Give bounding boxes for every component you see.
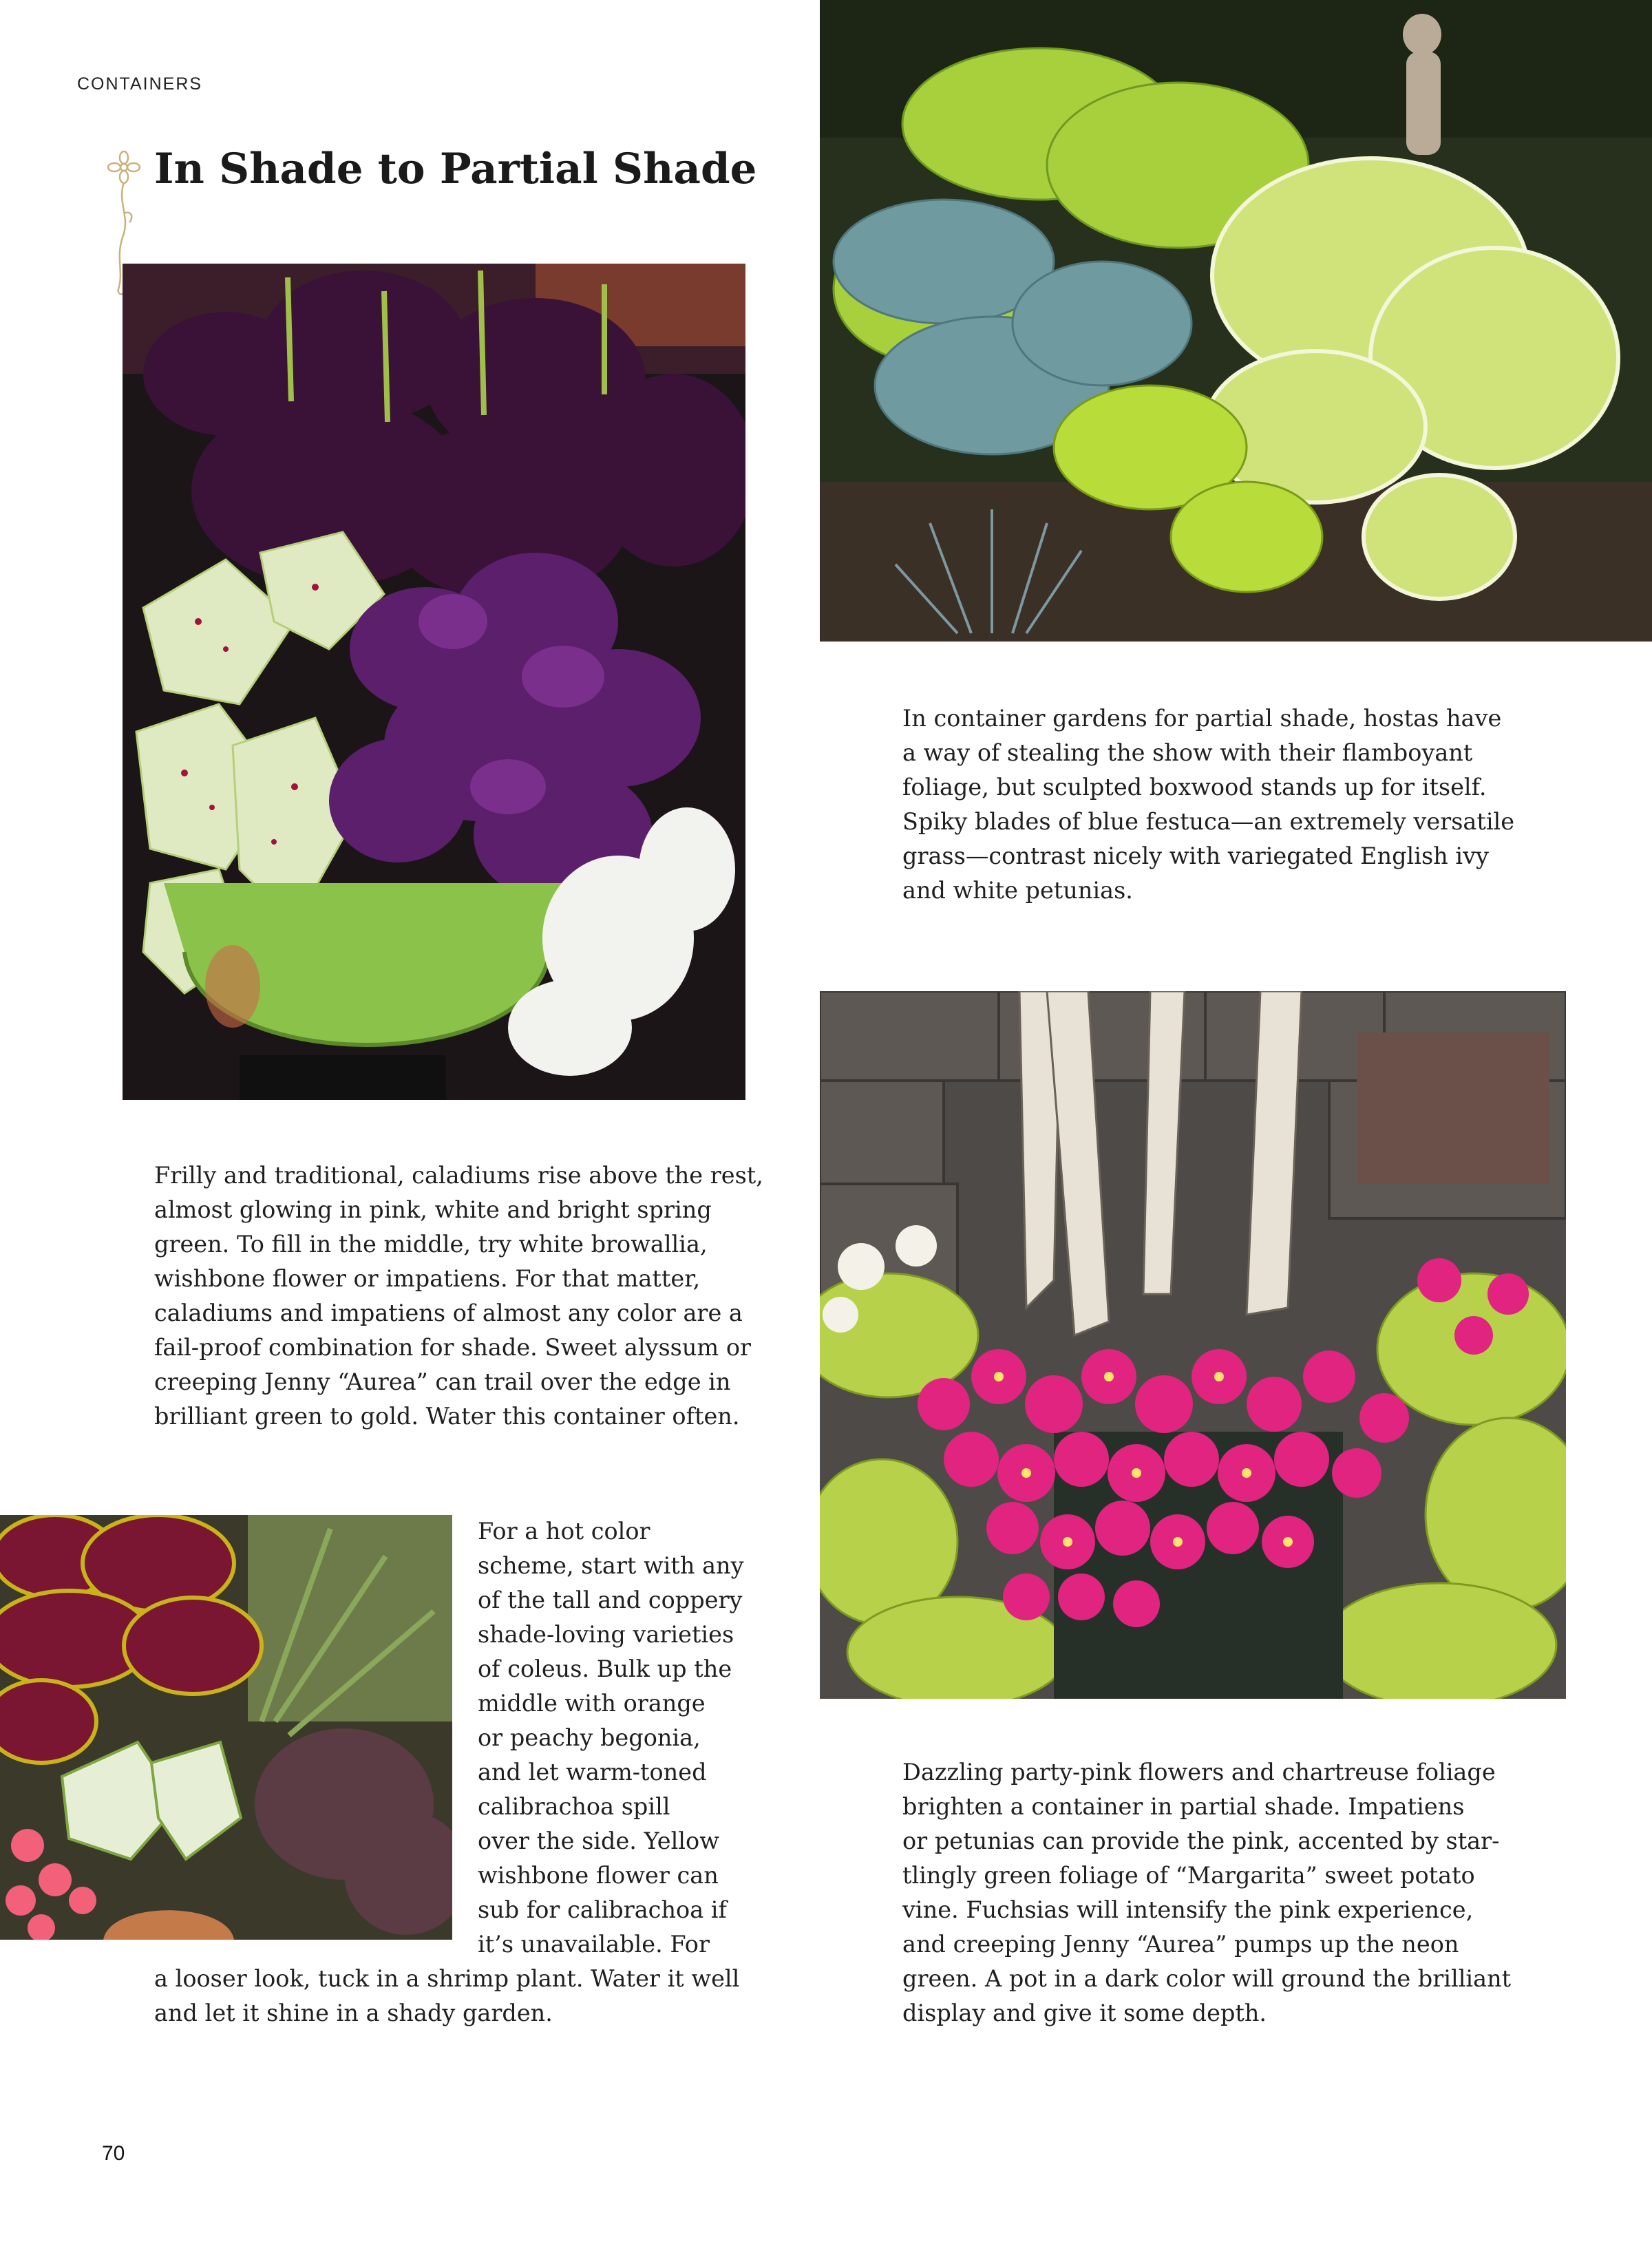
caption-line: green. To fill in the middle, try white browallia,: [154, 1231, 708, 1258]
coleus-caption: [478, 1514, 767, 1962]
section-label: CONTAINERS: [77, 74, 203, 94]
coleus-container-photo: [0, 1515, 452, 1940]
caption-line: Dazzling party-pink flowers and chartreuse foliage: [902, 1759, 1496, 1786]
page-title: In Shade to Partial Shade: [154, 145, 757, 193]
caption-line: and let it shine in a shady garden.: [154, 2000, 553, 2026]
caption-line: brilliant green to gold. Water this container often.: [154, 1403, 740, 1430]
caladium-caption: [154, 1158, 774, 1434]
caption-line: or petunias can provide the pink, accented by star-: [902, 1827, 1500, 1854]
caption-line: caladiums and impatiens of almost any color are a: [154, 1300, 743, 1326]
caption-line: a looser look, tuck in a shrimp plant. Water it well: [154, 1965, 740, 1992]
caption-line: fail-proof combination for shade. Sweet alyssum or: [154, 1334, 752, 1361]
page-number: 70: [102, 2142, 125, 2165]
caption-line: wishbone flower or impatiens. For that matter,: [154, 1265, 701, 1292]
hosta-garden-photo: [820, 0, 1652, 642]
caption-line: and let warm-toned: [478, 1759, 707, 1786]
caption-line: of the tall and coppery: [478, 1587, 743, 1613]
caption-line: creeping Jenny “Aurea” can trail over the edge in: [154, 1368, 731, 1395]
caption-line: and creeping Jenny “Aurea” pumps up the neon: [902, 1931, 1459, 1958]
caption-line: foliage, but sculpted boxwood stands up for itself.: [902, 774, 1487, 801]
caption-line: green. A pot in a dark color will ground the brilliant: [902, 1965, 1512, 1992]
caption-line: Frilly and traditional, caladiums rise above the rest,: [154, 1162, 763, 1189]
caladium-container-photo: [123, 264, 745, 1100]
caption-line: or peachy begonia,: [478, 1724, 701, 1751]
caption-line: grass—contrast nicely with variegated English ivy: [902, 843, 1489, 869]
caption-line: In container gardens for partial shade, hostas have: [902, 705, 1502, 732]
caption-line: Spiky blades of blue festuca—an extremely versatile: [902, 808, 1515, 835]
petunia-caption: [902, 1755, 1591, 2031]
caption-line: For a hot color: [478, 1518, 650, 1545]
caption-line: shade-loving varieties: [478, 1621, 734, 1648]
hosta-caption: [902, 701, 1591, 908]
caption-line: it’s unavailable. For: [478, 1931, 710, 1958]
caption-line: vine. Fuchsias will intensify the pink experience,: [902, 1896, 1474, 1923]
caption-line: middle with orange: [478, 1690, 706, 1717]
caption-line: scheme, start with any: [478, 1552, 744, 1579]
coleus-caption-continued: [154, 1962, 774, 2031]
caption-line: and white petunias.: [902, 877, 1133, 904]
caption-line: wishbone flower can: [478, 1862, 719, 1889]
caption-line: calibrachoa spill: [478, 1793, 670, 1820]
caption-line: brighten a container in partial shade. Impatiens: [902, 1793, 1465, 1820]
caption-line: display and give it some depth.: [902, 2000, 1267, 2026]
caption-line: tlingly green foliage of “Margarita” sweet potato: [902, 1862, 1475, 1889]
caption-line: over the side. Yellow: [478, 1827, 719, 1854]
petunia-birch-photo: [820, 991, 1566, 1699]
caption-line: sub for calibrachoa if: [478, 1896, 727, 1923]
caption-line: a way of stealing the show with their flamboyant: [902, 739, 1473, 766]
caption-line: almost glowing in pink, white and bright spring: [154, 1196, 712, 1223]
caption-line: of coleus. Bulk up the: [478, 1655, 732, 1682]
